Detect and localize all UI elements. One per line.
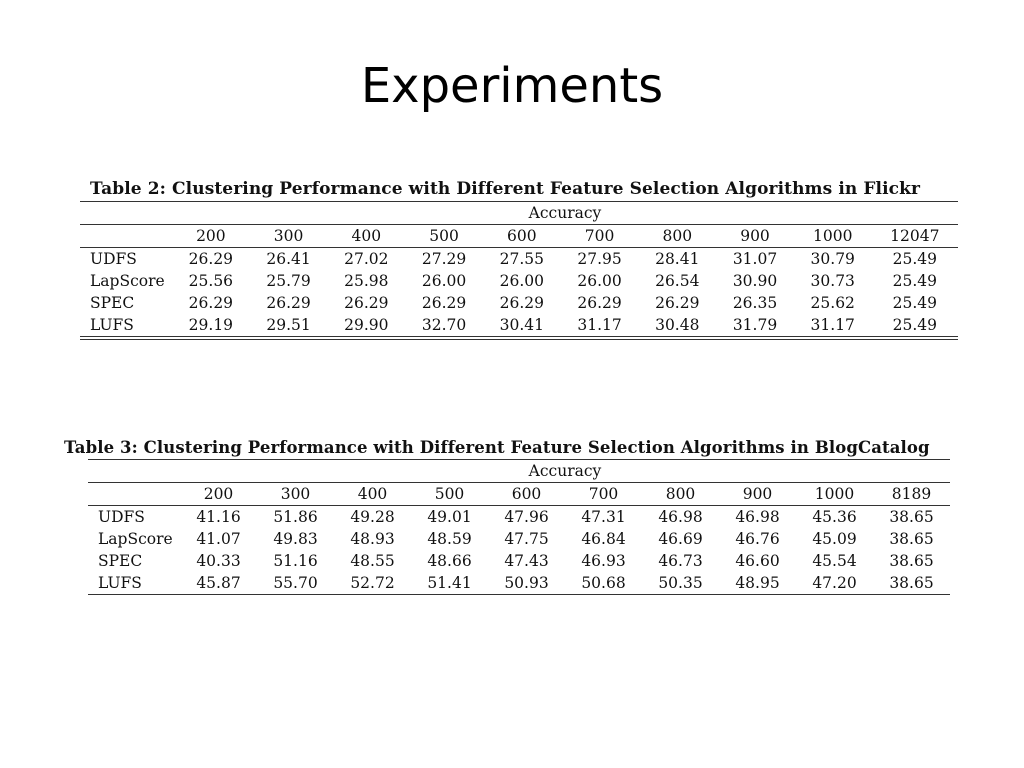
cell-value: 31.17 (561, 314, 639, 337)
cell-value: 48.59 (427, 530, 472, 548)
row-label: SPEC (98, 552, 143, 570)
row-label: SPEC (90, 294, 135, 312)
cell-value: 29.19 (172, 314, 250, 337)
column-header: 400 (327, 225, 405, 248)
cell-value: 52.72 (334, 572, 411, 595)
cell-value: 48.66 (427, 552, 472, 570)
cell-value: 46.69 (658, 530, 703, 548)
cell-value: 38.65 (889, 508, 934, 526)
cell-value: 50.68 (565, 572, 642, 595)
cell-value: 29.90 (327, 314, 405, 337)
cell-value: 38.65 (889, 530, 934, 548)
cell-value: 50.93 (488, 572, 565, 595)
cell-value: 25.49 (872, 314, 958, 337)
cell-value: 28.41 (655, 250, 700, 268)
column-header: 800 (638, 225, 716, 248)
column-header: 200 (172, 225, 250, 248)
metric-header: Accuracy (180, 460, 950, 483)
cell-value: 26.54 (655, 272, 700, 290)
cell-value: 30.73 (810, 272, 855, 290)
column-header: 900 (716, 225, 794, 248)
cell-value: 31.07 (732, 250, 778, 268)
cell-value: 26.29 (344, 294, 389, 312)
cell-value: 25.49 (892, 250, 937, 268)
table-row (88, 550, 950, 572)
table-row (80, 248, 958, 271)
cell-value: 25.49 (892, 272, 937, 290)
cell-value: 41.16 (196, 508, 241, 526)
cell-value: 41.07 (196, 530, 241, 548)
cell-value: 26.29 (499, 294, 544, 312)
cell-value: 29.51 (250, 314, 328, 337)
cell-value: 26.29 (577, 294, 622, 312)
cell-value: 25.56 (188, 272, 234, 290)
cell-value: 45.54 (812, 552, 857, 570)
cell-value: 27.29 (421, 250, 467, 268)
cell-value: 27.55 (499, 250, 544, 268)
cell-value: 26.29 (421, 294, 467, 312)
cell-value: 38.65 (873, 572, 950, 595)
table-row (88, 506, 950, 529)
metric-header: Accuracy (172, 202, 958, 225)
cell-value: 48.95 (719, 572, 796, 595)
cell-value: 46.76 (735, 530, 780, 548)
column-header: 700 (565, 483, 642, 506)
cell-value: 51.41 (411, 572, 488, 595)
row-label: LUFS (80, 314, 172, 337)
cell-value: 46.60 (735, 552, 780, 570)
row-label: UDFS (98, 508, 145, 526)
column-header: 600 (483, 225, 561, 248)
cell-value: 26.35 (732, 294, 778, 312)
row-label: LapScore (98, 530, 173, 548)
cell-value: 26.29 (188, 250, 234, 268)
cell-value: 26.00 (577, 272, 622, 290)
cell-value: 49.28 (350, 508, 395, 526)
cell-value: 51.86 (273, 508, 318, 526)
column-header: 300 (257, 483, 334, 506)
cell-value: 26.29 (655, 294, 700, 312)
cell-value: 51.16 (273, 552, 318, 570)
column-header: 700 (561, 225, 639, 248)
cell-value: 30.41 (483, 314, 561, 337)
column-header: 500 (411, 483, 488, 506)
slide-title: Experiments (360, 58, 664, 114)
cell-value: 48.93 (350, 530, 395, 548)
table-blogcatalog (64, 438, 976, 595)
cell-value: 47.96 (504, 508, 549, 526)
column-header: 400 (334, 483, 411, 506)
cell-value: 25.62 (810, 294, 855, 312)
row-label: UDFS (90, 250, 137, 268)
results-table (80, 201, 958, 337)
column-header: 8189 (873, 483, 950, 506)
cell-value: 45.87 (180, 572, 257, 595)
cell-value: 31.79 (716, 314, 794, 337)
table-row (88, 572, 950, 595)
row-label: LapScore (90, 272, 165, 290)
table-row (80, 314, 958, 337)
cell-value: 49.01 (427, 508, 472, 526)
column-header: 600 (488, 483, 565, 506)
cell-value: 46.84 (581, 530, 626, 548)
column-header: 800 (642, 483, 719, 506)
column-header: 200 (180, 483, 257, 506)
table-flickr (80, 179, 958, 340)
cell-value: 47.75 (504, 530, 549, 548)
cell-value: 25.79 (266, 272, 311, 290)
cell-value: 25.98 (344, 272, 389, 290)
column-header: 1000 (794, 225, 872, 248)
column-header: 12047 (872, 225, 958, 248)
cell-value: 27.02 (344, 250, 389, 268)
cell-value: 30.79 (810, 250, 855, 268)
cell-value: 31.17 (794, 314, 872, 337)
column-header: 900 (719, 483, 796, 506)
cell-value: 50.35 (642, 572, 719, 595)
table-bottom-rule (80, 337, 958, 340)
cell-value: 32.70 (405, 314, 483, 337)
cell-value: 45.09 (812, 530, 857, 548)
table-caption: Table 3: Clustering Performance with Different Feature Selection Algorithms in BlogCatalog (64, 438, 930, 457)
cell-value: 30.48 (638, 314, 716, 337)
cell-value: 26.00 (421, 272, 467, 290)
cell-value: 26.41 (266, 250, 311, 268)
cell-value: 49.83 (273, 530, 318, 548)
cell-value: 26.29 (266, 294, 311, 312)
cell-value: 46.93 (581, 552, 626, 570)
row-label: LUFS (88, 572, 180, 595)
column-header: 500 (405, 225, 483, 248)
cell-value: 47.20 (796, 572, 873, 595)
table-row (88, 528, 950, 550)
column-header: 1000 (796, 483, 873, 506)
cell-value: 47.43 (504, 552, 549, 570)
cell-value: 40.33 (196, 552, 241, 570)
cell-value: 26.00 (499, 272, 544, 290)
cell-value: 46.98 (735, 508, 780, 526)
cell-value: 25.49 (892, 294, 937, 312)
table-row (80, 270, 958, 292)
table-caption: Table 2: Clustering Performance with Different Feature Selection Algorithms in Flickr (90, 179, 921, 199)
cell-value: 38.65 (889, 552, 934, 570)
column-header: 300 (250, 225, 328, 248)
cell-value: 45.36 (812, 508, 857, 526)
cell-value: 47.31 (581, 508, 626, 526)
results-table (88, 459, 950, 595)
cell-value: 48.55 (350, 552, 395, 570)
cell-value: 26.29 (188, 294, 234, 312)
cell-value: 46.73 (658, 552, 703, 570)
cell-value: 27.95 (577, 250, 622, 268)
table-row (80, 292, 958, 314)
cell-value: 30.90 (732, 272, 778, 290)
cell-value: 55.70 (257, 572, 334, 595)
cell-value: 46.98 (658, 508, 703, 526)
